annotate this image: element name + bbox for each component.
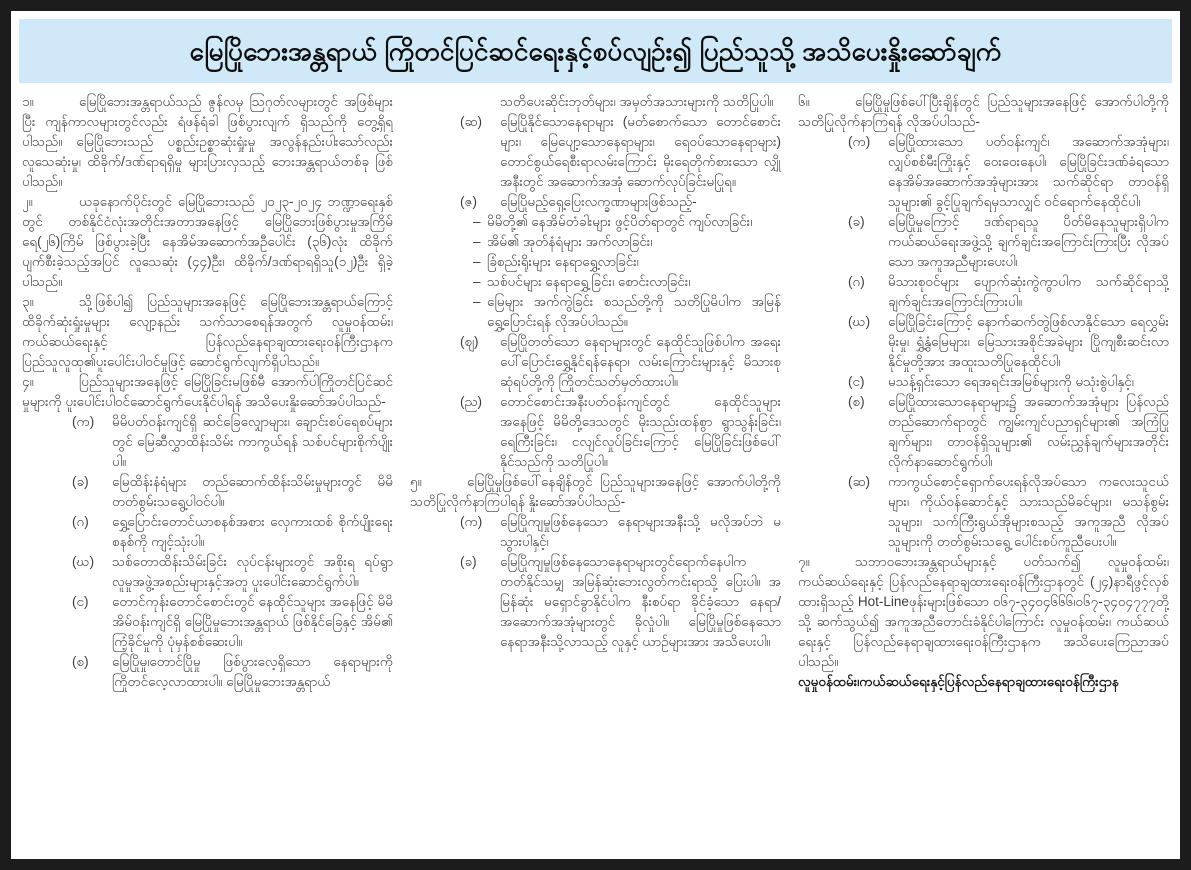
item-label: (ခ) <box>848 214 865 229</box>
item-text: တောင်စောင်းအနီးပတ်ဝန်းကျင်တွင် နေထိုင်သူများ အနေဖြင့် မိမိတို့ဒေသတွင် မိုးသည်းထန်စွာ ရွာသွန်းခြင်း၊ ရေကြီးခြင်း၊ ငလျင်လှုပ်ခြင်းကြောင့် မြေပြိုခြင်းဖြစ်ပေါ်နိုင်သည်ကို သတိပြုပါ။ <box>500 394 781 469</box>
item-label: (င) <box>848 374 865 389</box>
numbered-paragraph <box>410 472 781 512</box>
lettered-item <box>22 592 393 652</box>
lettered-item <box>22 552 393 592</box>
item-label: (ခ) <box>460 554 477 569</box>
numbered-paragraph <box>22 192 393 292</box>
title-banner <box>19 19 1172 83</box>
paragraph-number: ၁။ <box>22 94 34 109</box>
ministry-signature-line: လူမှုဝန်ထမ်း၊ကယ်ဆယ်ရေးနှင့်ပြန်လည်နေရာချထားရေးဝန်ကြီးဌာန <box>798 674 1119 689</box>
item-label: (င) <box>72 594 89 609</box>
item-label: (ည) <box>460 394 483 409</box>
item-label: (ခ) <box>72 474 89 489</box>
lettered-item <box>798 132 1169 212</box>
lettered-item <box>410 392 781 472</box>
paragraph-text: မြေပြိုမှုဖြစ်ပေါ်နေချိန်တွင် ပြည်သူများအနေဖြင့် အောက်ပါတို့ကို သတိပြုလိုက်နာကြပါရန် နှိုးဆော်အပ်ပါသည်- <box>410 474 781 509</box>
numbered-paragraph <box>22 372 393 412</box>
item-text: မြေပြိုမည့်ရှေ့ပြေးလက္ခဏာများဖြစ်သည့်- <box>500 194 697 209</box>
item-label: (ဈ) <box>460 334 479 349</box>
numbered-paragraph <box>798 552 1169 672</box>
item-text: မြေပြိုကျမှုဖြစ်နေသော နေရာများအနီးသို့ မလိုအပ်ဘဲ မသွားပါနှင့်၊ <box>500 514 781 549</box>
paragraph-number: ၇။ <box>798 554 810 569</box>
item-text: မြေပြိုနိုင်သောနေရာများ (မတ်စောက်သော တောင်စောင်းများ၊ မြေပျော့သောနေရာများ၊ ရေဝပ်သောနေရာများ) တောင်စွယ်ရေစီးရာလမ်းကြောင်း မိုးရေတိုက်စားသော လျှိုအနီးတွင် အဆောက်အအုံ ဆောက်လုပ်ခြင်းမပြုရ။ <box>500 114 781 189</box>
dash-item <box>410 272 781 292</box>
numbered-paragraph <box>22 292 393 372</box>
item-label: (ဂ) <box>72 514 89 529</box>
dash-item-text: မြေများ အက်ကွဲခြင်း စသည်တို့ကို သတိပြုမိပါက အမြန်ရွှေ့ပြောင်းရန် လိုအပ်ပါသည်။ <box>487 294 781 329</box>
item-text: မိမိပတ်ဝန်းကျင်ရှိ ဆင်ခြေလျှောများ၊ ချောင်းစပ်ရေစပ်များတွင် မြေဆီလွှာထိန်းသိမ်း ကာကွယ်ရန် သစ်ပင်များစိုက်ပျိုးပါ။ <box>112 414 393 469</box>
lettered-item <box>22 472 393 512</box>
lettered-item <box>798 392 1169 472</box>
item-text: မြေပြိုထားသောနေရာများ၌ အဆောက်အအုံများ ပြန်လည်တည်ဆောက်ရာတွင် ကျွမ်းကျင်ပညာရှင်များ၏ အကြံပြုချက်များ၊ တာဝန်ရှိသူများ၏ လမ်းညွှန်ချက်များအတိုင်း လိုက်နာဆောင်ရွက်ပါ၊ <box>888 394 1169 469</box>
numbered-paragraph <box>22 92 393 192</box>
dash-item <box>410 252 781 272</box>
item-text: တောင်ကုန်းတောင်စောင်းတွင် နေထိုင်သူများ အနေဖြင့် မိမိအိမ်ဝန်းကျင်ရှိ မြေပြိုမှုဘေးအန္တရာယ် ဖြစ်နိုင်ခြေနှင့် အိမ်၏ ကြံ့ခိုင်မှုကို ပုံမှန်စစ်ဆေးပါ။ <box>112 594 393 649</box>
item-text: မြေပြိုမှုကြောင့် ဒဏ်ရာရသူ ပိတ်မိနေသူများရှိပါက ကယ်ဆယ်ရေးအဖွဲ့သို့ ချက်ချင်းအကြောင်းကြားပြီး လိုအပ်သော အကူအညီများပေးပါ၊ <box>888 214 1169 269</box>
item-text: သစ်တောထိန်းသိမ်းခြင်း လုပ်ငန်းများတွင် အစိုးရ ရပ်ရွာ လူမှုအဖွဲ့အစည်းများနှင့်အတူ ပူးပေါင်းဆောင်ရွက်ပါ။ <box>112 554 393 589</box>
paragraph-number: ၃။ <box>22 294 34 309</box>
dash-marker-icon: – <box>473 254 481 269</box>
text-column-3 <box>798 92 1169 692</box>
lettered-item <box>410 552 781 652</box>
lettered-item <box>798 372 1169 392</box>
item-label: (က) <box>72 414 95 429</box>
paragraph-number: ၆။ <box>798 94 810 109</box>
paragraph-number: ၂။ <box>22 194 33 209</box>
dash-marker-icon: – <box>473 214 481 229</box>
dash-item-text: သစ်ပင်များ နေရာရွှေ့ခြင်း၊ စောင်းလာခြင်း၊ <box>487 274 691 289</box>
item-text: ကာကွယ်စောင့်ရှောက်ပေးရန်လိုအပ်သော ကလေးသူငယ်များ၊ ကိုယ်ဝန်ဆောင်နှင့် သားသည်မိခင်များ၊ မသန်စွမ်းသူများ၊ သက်ကြီးရွယ်အိုများစသည့် အကူအညီ လိုအပ်သူများကို တတ်စွမ်းသရွေ့ ပေါင်းစပ်ကူညီပေးပါ။ <box>888 474 1169 549</box>
item-label: (ဃ) <box>72 554 95 569</box>
item-label: (က) <box>460 514 483 529</box>
text-column-2 <box>410 92 781 692</box>
dash-item <box>410 212 781 232</box>
lettered-item <box>798 312 1169 372</box>
item-label: (စ) <box>72 654 89 669</box>
paragraph-text: ပြည်သူများအနေဖြင့် မြေပြိုခြင်းမဖြစ်မီ အောက်ပါကြိုတင်ပြင်ဆင်မှုများကို ပူးပေါင်းပါဝင်ဆောင်ရွက်ပေးနိုင်ပါရန် အသိပေးနှိုးဆော်အပ်ပါသည်- <box>22 374 393 409</box>
paragraph-number: ၄။ <box>22 374 34 389</box>
paragraph-text: မြေပြိုဘေးအန္တရာယ်သည် ဇွန်လမှ သြဂုတ်လများတွင် အဖြစ်များပြီး ကျန်ကာလများတွင်လည်း ရံဖန်ရံခါ ဖြစ်ပွားလျက် ရှိသည်ကို တွေ့ရှိရပါသည်။ မြေပြိုဘေးသည် ပစ္စည်းဥစ္စာဆုံးရှုံးမှု အလွန်နည်းပါးသော်လည်း လူသေဆုံးမှု၊ ထိခိုက်/ဒဏ်ရာရရှိမှု များပြားလှသည့် ဘေးအန္တရာယ်တစ်ခု ဖြစ်ပါသည်။ <box>22 94 393 189</box>
item-text: မြေထိန်းနံရံများ တည်ဆောက်ထိန်းသိမ်းမှုများတွင် မိမိတတ်စွမ်းသရွေ့ပါဝင်ပါ။ <box>112 474 393 509</box>
item-text: မြေပြိုခြင်းကြောင့် နောက်ဆက်တွဲဖြစ်လာနိုင်သော ရေလွှမ်းမိုးမှု၊ ရွှံ့နွံမြေများ၊ မြေသားအစိုင်အခဲများ ပြိုကျစီးဆင်းလာနိုင်မှုတို့အား အထူးသတိပြုနေထိုင်ပါ၊ <box>888 314 1169 369</box>
item-text: ရွှေ့ပြောင်းတောင်ယာစနစ်အစား လှေကားထစ် စိုက်ပျိုးရေးစနစ်ကို ကျင့်သုံးပါ။ <box>112 514 393 549</box>
lettered-item <box>22 512 393 552</box>
dash-marker-icon: – <box>473 294 481 309</box>
item-text: မိသားစုဝင်များ ပျောက်ဆုံးကွဲကွာပါက သက်ဆိုင်ရာသို့ ချက်ချင်းအကြောင်းကြားပါ။ <box>888 274 1169 309</box>
page-title: မြေပြိုဘေးအန္တရာယ် ကြိုတင်ပြင်ဆင်ရေးနှင့်စပ်လျဉ်း၍ ပြည်သူသို့ အသိပေးနှိုးဆော်ချက် <box>189 35 1002 66</box>
dash-item <box>410 292 781 332</box>
dash-item-text: ခြံစည်းရိုးများ နေရာရွှေ့လာခြင်း၊ <box>487 254 639 269</box>
dash-marker-icon: – <box>473 234 481 249</box>
numbered-paragraph <box>798 92 1169 132</box>
paragraph-number: ၅။ <box>410 474 422 489</box>
lettered-item <box>410 112 781 192</box>
item-text: မြေပြိုမှု၊တောင်ပြိုမှု ဖြစ်ပွားလေ့ရှိသော နေရာများကို ကြိုတင်လေ့လာထားပါ။ မြေပြိုမှုဘေးအန္တရာယ် <box>112 654 393 689</box>
item-label: (ဂ) <box>848 274 865 289</box>
item-label: (ဇ) <box>460 194 478 209</box>
item-text: မြေပြိုကျမှုဖြစ်နေသောနေရာများတွင်ရောက်နေပါက တတ်နိုင်သမျှ အမြန်ဆုံးဘေးလွတ်ကင်းရာသို့ ပြေးပါ။ အမြန်ဆုံး မရှောင်ခွာနိုင်ပါက နီးစပ်ရာ ခိုင်ခံ့သော နေရာ/အဆောက်အအုံများတွင် ခိုလှုံပါ။ မြေပြိုမှုဖြစ်နေသော နေရာအနီးသို့လာသည့် လူနှင့် ယာဉ်များအား အသိပေးပါ။ <box>500 554 781 649</box>
continuation-text: သတိပေးဆိုင်းဘုတ်များ၊ အမှတ်အသားများကို သတိပြုပါ။ <box>500 94 774 109</box>
dash-marker-icon: – <box>473 274 481 289</box>
text-column-1 <box>22 92 393 692</box>
lettered-item <box>798 472 1169 552</box>
lettered-item <box>798 212 1169 272</box>
paragraph-text: မြေပြိုမှုဖြစ်ပေါ်ပြီးချိန်တွင် ပြည်သူများအနေဖြင့် အောက်ပါတို့ကို သတိပြုလိုက်နာကြရန် လိုအပ်ပါသည်- <box>798 94 1169 129</box>
item-label: (စ) <box>848 394 865 409</box>
paragraph-text: ယခုနောက်ပိုင်းတွင် မြေပြိုဘေးသည် ၂၀၂၃-၂၀၂၄ ဘဏ္ဍာရေးနှစ်တွင် တစ်နိုင်ငံလုံးအတိုင်းအတာအနေဖြင့် မြေပြိုဘေးဖြစ်ပွားမှုအကြိမ်ရေ(၂၆)ကြိမ် ဖြစ်ပွားခဲ့ပြီး နေအိမ်အဆောက်အဦပေါင်း (၃၆)လုံး ထိခိုက်ပျက်စီးခဲ့သည့်အပြင် လူသေဆုံး (၄၄)ဦး၊ ထိခိုက်/ဒဏ်ရာရရှိသူ(၁၂)ဦး ရှိခဲ့ပါသည်။ <box>22 194 393 289</box>
dash-item-text: အိမ်၏ အုတ်နံရံများ အက်လာခြင်း၊ <box>487 234 653 249</box>
paragraph-text: သို့ဖြစ်ပါ၍ ပြည်သူများအနေဖြင့် မြေပြိုဘေးအန္တရာယ်ကြောင့် ထိခိုက်ဆုံးရှုံးမှုများ လျော့နည်း သက်သာစေရန်အတွက် လူမှုဝန်ထမ်း၊ ကယ်ဆယ်ရေးနှင့် ပြန်လည်နေရာချထားရေးဝန်ကြီးဌာနက ပြည်သူလူထု၏ပူးပေါင်းပါဝင်မှုဖြင့် ဆောင်ရွက်လျက်ရှိပါသည်။ <box>22 294 393 369</box>
paragraph-text: သဘာဝဘေးအန္တရာယ်များနှင့် ပတ်သက်၍ လူမှုဝန်ထမ်း၊ ကယ်ဆယ်ရေးနှင့် ပြန်လည်နေရာချထားရေးဝန်ကြီးဌာနတွင် (၂၄)နာရီဖွင့်လှစ်ထားရှိသည့် Hot-Lineဖုန်းများဖြစ်သော ၀၆၇-၃၄၀၄၆၆၆၊၀၆၇-၃၄၀၄၇၇၇တို့သို့ ဆက်သွယ်၍ အကူအညီတောင်းခံနိုင်ပါကြောင်း လူမှုဝန်ထမ်း၊ ကယ်ဆယ်ရေးနှင့် ပြန်လည်နေရာချထားရေးဝန်ကြီးဌာနက အသိပေးကြေညာအပ်ပါသည်။ <box>798 554 1169 669</box>
dash-item <box>410 232 781 252</box>
lettered-item <box>410 192 781 212</box>
item-text: မြေပြိုထားသော ပတ်ဝန်းကျင်၊ အဆောက်အအုံများ၊ လျှပ်စစ်မီးကြိုးနှင့် ဝေးဝေးနေပါ၊ မြေပြိုခြင်းဒဏ်ခံရသော နေအိမ်အဆောက်အအုံများအား သက်ဆိုင်ရာ တာဝန်ရှိသူများ၏ ခွင့်ပြုချက်ရမှသာလျှင် ဝင်ရောက်နေထိုင်ပါ၊ <box>888 134 1169 209</box>
lettered-item <box>798 272 1169 312</box>
lettered-item <box>22 652 393 692</box>
item-label: (ဃ) <box>848 314 871 329</box>
dash-item-text: မိမိတို့၏ နေအိမ်တံခါးများ ဖွင့်ပိတ်ရာတွင် ကျပ်လာခြင်း၊ <box>487 214 753 229</box>
item-label: (ဆ) <box>848 474 871 489</box>
columns <box>11 83 1180 696</box>
item-label: (က) <box>848 134 871 149</box>
item-text: မြေပြိုတတ်သော နေရာများတွင် နေထိုင်သူဖြစ်ပါက အရေးပေါ်ပြောင်းရွှေ့နိုင်ရန်နေရာ၊ လမ်းကြောင်းများနှင့် မိသားစုဆုံရပ်တို့ကို ကြိုတင်သတ်မှတ်ထားပါ။ <box>500 334 781 389</box>
item-label: (ဆ) <box>460 114 483 129</box>
lettered-item <box>22 412 393 472</box>
lettered-item <box>410 512 781 552</box>
item-text: မသန့်ရှင်းသော ရေအရင်းအမြစ်များကို မသုံးစွဲပါနှင့်၊ <box>888 374 1134 389</box>
lettered-item <box>410 332 781 392</box>
